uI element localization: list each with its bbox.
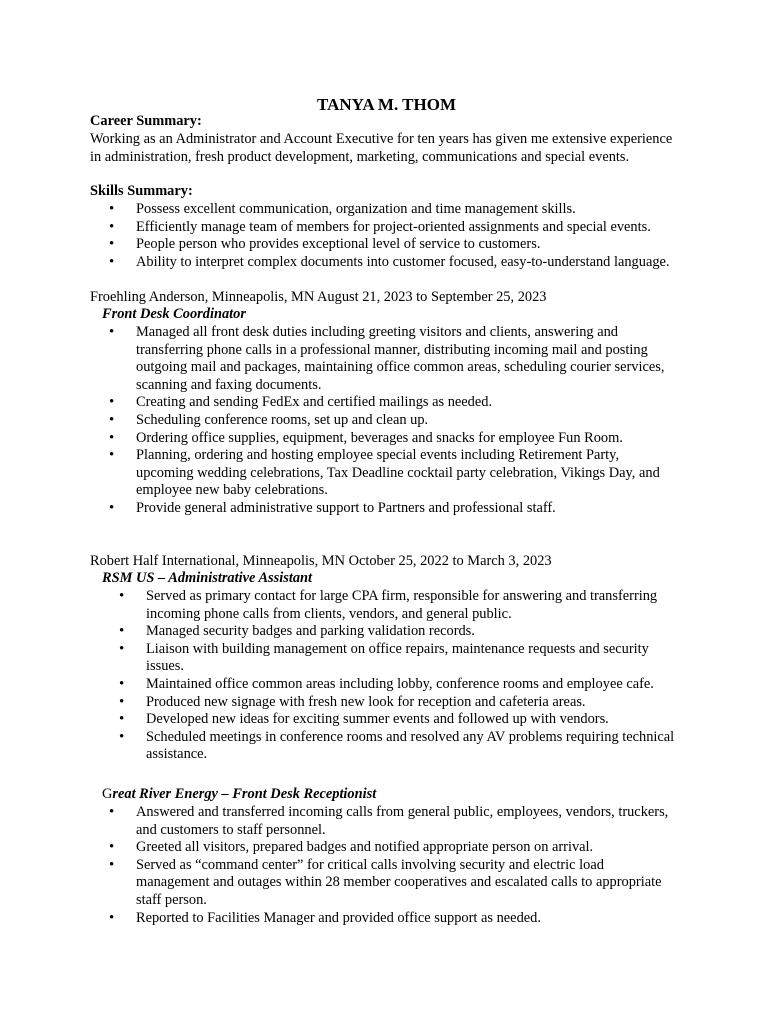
job-title: Front Desk Coordinator: [102, 306, 246, 322]
job-title: [102, 786, 376, 804]
list-item: • Ordering office supplies, equipment, beverages and snacks for employee Fun Room.: [136, 430, 676, 448]
list-item: • Developed new ideas for exciting summer events and followed up with vendors.: [146, 711, 676, 729]
employer-line: Froehling Anderson, Minneapolis, MN August 21, 2023 to September 25, 2023: [90, 289, 547, 305]
job-title: RSM US – Administrative Assistant: [102, 570, 313, 586]
applicant-name: TANYA M. THOM: [317, 95, 457, 114]
skills-summary-heading: Skills Summary:: [90, 183, 193, 199]
career-summary-line: in administration, fresh product development, marketing, communications and special events.: [90, 148, 630, 165]
list-item: • Served as primary contact for large CPA firm, responsible for answering and transferring incoming phone calls from clients, vendors, and general public.: [146, 588, 676, 623]
list-item: • People person who provides exceptional level of service to customers.: [136, 236, 696, 254]
list-item: • Managed security badges and parking validation records.: [146, 623, 676, 641]
list-item: • Produced new signage with fresh new look for reception and cafeteria areas.: [146, 694, 676, 712]
list-item: • Scheduled meetings in conference rooms and resolved any AV problems requiring technical assistance.: [146, 729, 676, 764]
list-item: • Served as “command center” for critical calls involving security and electric load management and outages within 28 member cooperatives and escalated calls to appropriate staff person.: [136, 857, 676, 910]
list-item: • Scheduling conference rooms, set up and clean up.: [136, 412, 676, 430]
employer-line: Robert Half International, Minneapolis, MN October 25, 2022 to March 3, 2023: [90, 553, 552, 569]
list-item: • Provide general administrative support to Partners and professional staff.: [136, 500, 676, 518]
list-item: • Creating and sending FedEx and certified mailings as needed.: [136, 394, 676, 412]
list-item: • Maintained office common areas including lobby, conference rooms and employee cafe.: [146, 676, 676, 694]
list-item: • Planning, ordering and hosting employee special events including Retirement Party, upcoming wedding celebrations, Tax Deadline cocktail party celebration, Vikings Day, and employee new baby celebrations.: [136, 447, 676, 500]
career-summary-line: Working as an Administrator and Account Executive for ten years has given me extensive experience: [90, 131, 673, 147]
list-item: • Ability to interpret complex documents into customer focused, easy-to-understand language.: [136, 254, 696, 272]
job-title-rest: reat River Energy – Front Desk Receptionist: [112, 786, 377, 802]
career-summary-text: [90, 131, 690, 166]
job2-duties-list: [146, 588, 676, 764]
skills-list: [136, 201, 696, 271]
career-summary-heading: Career Summary:: [90, 113, 202, 129]
list-item: • Possess excellent communication, organization and time management skills.: [136, 201, 696, 219]
job1-duties-list: [136, 324, 676, 518]
list-item: • Liaison with building management on office repairs, maintenance requests and security issues.: [146, 641, 676, 676]
list-item: • Greeted all visitors, prepared badges and notified appropriate person on arrival.: [136, 839, 676, 857]
list-item: • Reported to Facilities Manager and provided office support as needed.: [136, 910, 676, 928]
list-item: • Answered and transferred incoming calls from general public, employees, vendors, truckers, and customers to staff personnel.: [136, 804, 676, 839]
job3-duties-list: [136, 804, 676, 927]
job-title-initial: G: [102, 786, 113, 802]
list-item: • Managed all front desk duties including greeting visitors and clients, answering and transferring phone calls in a professional manner, distributing incoming mail and posting outgoing mail and packages, maintaining office common areas, scheduling courier services, scanning and faxing documents.: [136, 324, 676, 394]
list-item: • Efficiently manage team of members for project-oriented assignments and special events.: [136, 219, 696, 237]
